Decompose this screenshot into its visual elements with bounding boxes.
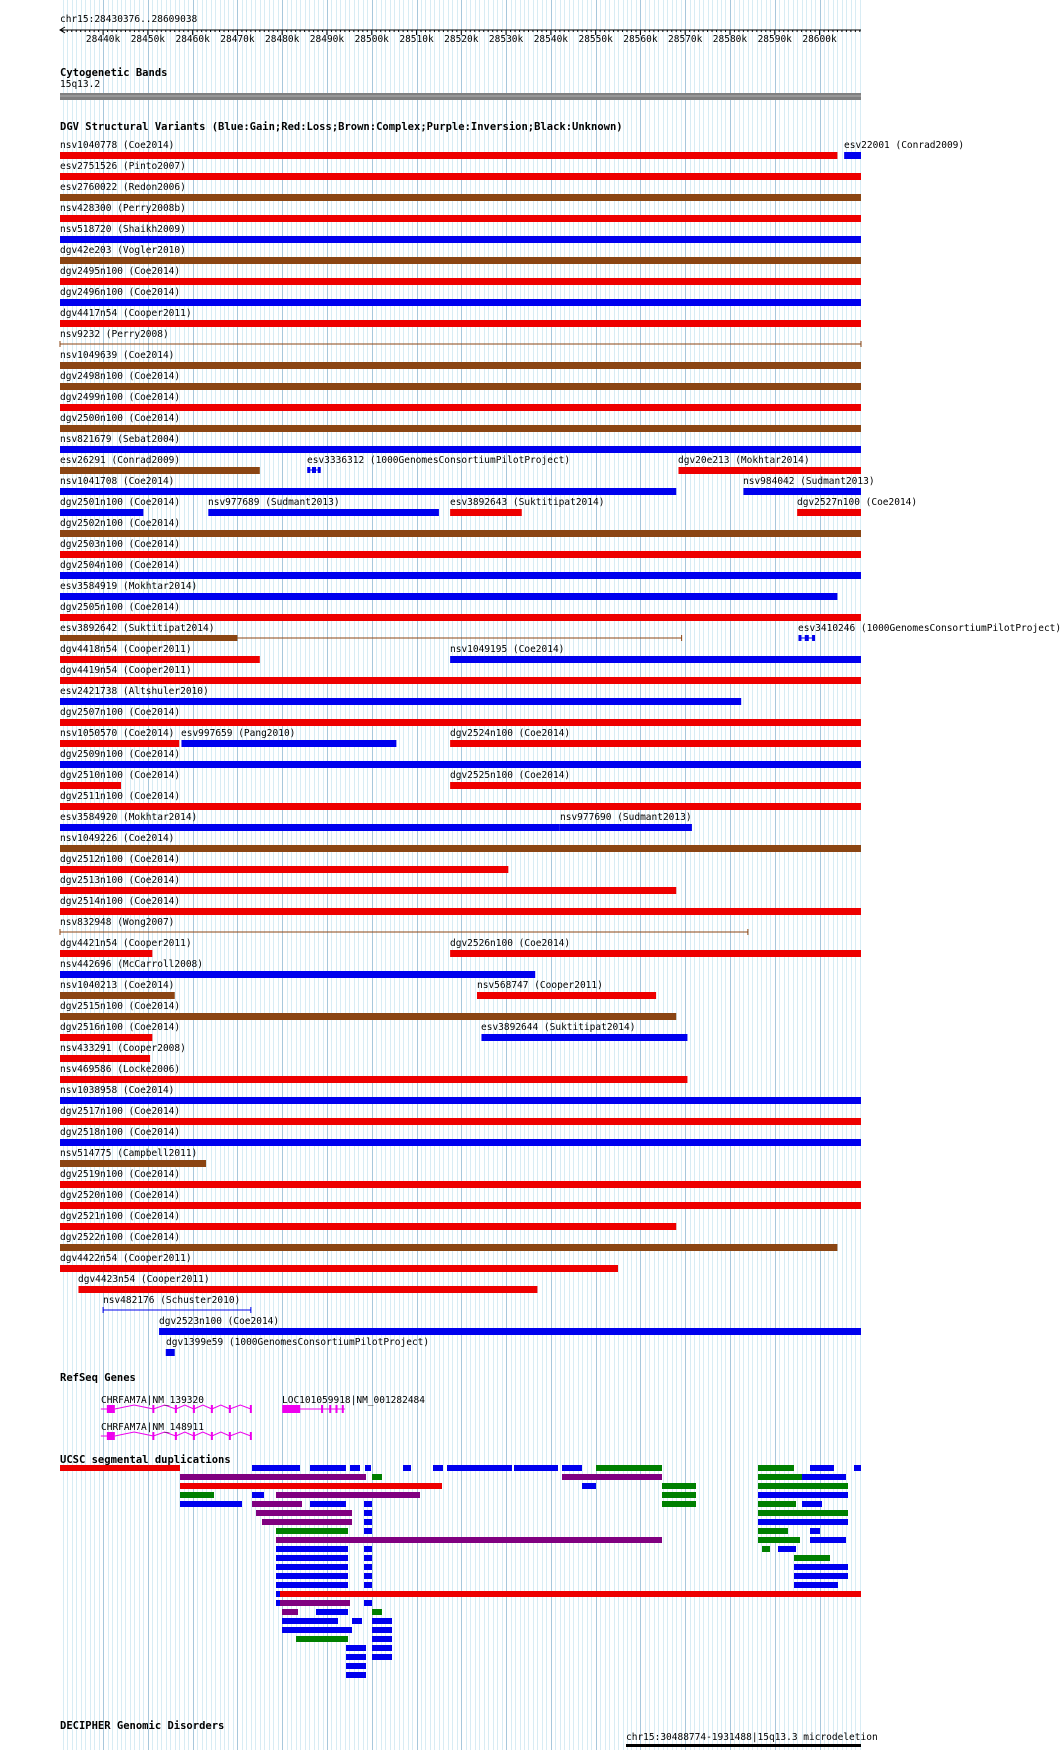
sv-bar <box>60 635 237 641</box>
ruler-tick-label: 28490k <box>309 34 345 45</box>
sv-bar <box>60 1013 676 1020</box>
sv-label[interactable]: nsv428300 (Perry2008b) <box>60 203 186 214</box>
gene-exon <box>250 1405 252 1413</box>
sv-label[interactable]: esv3584919 (Mokhtar2014) <box>60 581 198 592</box>
sv-bar <box>60 320 861 327</box>
sv-label[interactable]: nsv832948 (Wong2007) <box>60 917 175 928</box>
segdup-block <box>364 1519 372 1525</box>
segdup-track <box>60 1465 861 1678</box>
sv-bar <box>60 677 861 684</box>
ruler-tick-label: 28450k <box>130 34 166 45</box>
sv-label[interactable]: nsv984042 (Sudmant2013) <box>743 476 875 487</box>
sv-bar <box>560 824 692 831</box>
sv-bar <box>797 509 861 516</box>
sv-exon <box>805 635 809 641</box>
sv-label[interactable]: esv26291 (Conrad2009) <box>60 455 181 466</box>
sv-bar <box>60 971 535 978</box>
sv-label[interactable]: esv3336312 (1000GenomesConsortiumPilotProject) <box>307 455 571 466</box>
gene-intron <box>230 1405 251 1409</box>
segdup-block <box>514 1465 558 1471</box>
segdup-block <box>280 1600 350 1606</box>
segdup-block <box>276 1555 348 1561</box>
sv-bar <box>60 845 861 852</box>
sv-label[interactable]: dgv2510n100 (Coe2014) <box>60 770 181 781</box>
segdup-block <box>310 1501 346 1507</box>
ruler-tick-label: 28510k <box>399 34 434 45</box>
segdup-block <box>854 1465 861 1471</box>
sv-label[interactable]: dgv2498n100 (Coe2014) <box>60 371 181 382</box>
segdup-block <box>802 1501 822 1507</box>
segdup-block <box>276 1537 662 1543</box>
segdup-block <box>662 1492 696 1498</box>
sv-bar <box>60 761 861 768</box>
segdup-block <box>364 1582 372 1588</box>
sv-bar <box>60 656 260 663</box>
sv-label[interactable]: dgv2521n100 (Coe2014) <box>60 1211 181 1222</box>
sv-label[interactable]: esv22001 (Conrad2009) <box>844 140 965 151</box>
sv-bar <box>60 551 861 558</box>
sv-bar <box>208 509 439 516</box>
segdup-block <box>758 1483 848 1489</box>
ruler-tick-label: 28560k <box>623 34 658 45</box>
sv-bar <box>450 656 861 663</box>
segdup-block <box>816 1474 846 1480</box>
sv-bar <box>481 1034 687 1041</box>
sv-label[interactable]: dgv2519n100 (Coe2014) <box>60 1169 181 1180</box>
sv-bar <box>60 824 560 831</box>
gene-exon <box>321 1405 323 1413</box>
segdup-block <box>562 1465 582 1471</box>
segdup-block <box>403 1465 411 1471</box>
sv-label[interactable]: dgv20e213 (Mokhtar2014) <box>678 455 810 466</box>
segdup-block <box>180 1492 214 1498</box>
segdup-block <box>256 1510 352 1516</box>
segdup-block <box>372 1474 382 1480</box>
sv-label[interactable]: dgv2509n100 (Coe2014) <box>60 749 181 760</box>
segdup-block <box>794 1582 838 1588</box>
sv-label[interactable]: nsv1049639 (Coe2014) <box>60 350 175 361</box>
segdup-block <box>364 1600 372 1606</box>
sv-bar <box>60 530 861 537</box>
segdup-block <box>316 1609 348 1615</box>
sv-label[interactable]: dgv2512n100 (Coe2014) <box>60 854 181 865</box>
segdup-block <box>810 1537 846 1543</box>
gene-exon <box>282 1405 300 1413</box>
gene-intron <box>230 1432 251 1436</box>
decipher-track-title[interactable]: DECIPHER Genomic Disorders <box>60 1720 225 1732</box>
sv-label[interactable]: dgv2503n100 (Coe2014) <box>60 539 181 550</box>
sv-label[interactable]: dgv4418n54 (Cooper2011) <box>60 644 192 655</box>
sv-label[interactable]: nsv568747 (Cooper2011) <box>477 980 603 991</box>
dgv-track <box>60 152 861 1356</box>
sv-bar <box>60 803 861 810</box>
sv-bar <box>60 1202 861 1209</box>
position-label: chr15:28430376..28609038 <box>60 14 198 25</box>
sv-bar <box>477 992 656 999</box>
segdup-block <box>372 1636 392 1642</box>
gene-exon <box>250 1432 252 1440</box>
ruler-tick-label: 28500k <box>354 34 389 45</box>
segdup-block <box>296 1636 348 1642</box>
segdup-block <box>364 1501 372 1507</box>
sv-bar <box>60 509 143 516</box>
segdup-block <box>252 1465 300 1471</box>
sv-label[interactable]: dgv2499n100 (Coe2014) <box>60 392 181 403</box>
ruler-tick-label: 28460k <box>175 34 210 45</box>
sv-label[interactable]: nsv482176 (Schuster2010) <box>103 1295 241 1306</box>
sv-bar <box>60 257 861 264</box>
segdup-block <box>364 1555 372 1561</box>
sv-label[interactable]: dgv2516n100 (Coe2014) <box>60 1022 181 1033</box>
segdup-block <box>252 1501 302 1507</box>
sv-label[interactable]: esv3584920 (Mokhtar2014) <box>60 812 198 823</box>
segdup-block <box>778 1546 796 1552</box>
sv-bar <box>78 1286 537 1293</box>
sv-label[interactable]: dgv2515n100 (Coe2014) <box>60 1001 181 1012</box>
gene-exon <box>107 1405 115 1413</box>
segdup-block <box>346 1672 366 1678</box>
segdup-block <box>180 1501 242 1507</box>
sv-label[interactable]: dgv2525n100 (Coe2014) <box>450 770 571 781</box>
sv-label[interactable]: nsv1038958 (Coe2014) <box>60 1085 175 1096</box>
sv-bar <box>181 740 396 747</box>
segdup-block <box>562 1474 662 1480</box>
sv-label[interactable]: esv2760022 (Redon2006) <box>60 182 186 193</box>
segdup-block <box>180 1474 366 1480</box>
segdup-block <box>810 1465 834 1471</box>
segdup-block <box>372 1618 392 1624</box>
dgv-track-title[interactable]: DGV Structural Variants (Blue:Gain;Red:Loss;Brown:Complex;Purple:Inversion;Black:Unknown) <box>60 121 623 133</box>
sv-label[interactable]: nsv1040213 (Coe2014) <box>60 980 175 991</box>
sv-label[interactable]: dgv42e203 (Vogler2010) <box>60 245 186 256</box>
sv-label[interactable]: dgv2527n100 (Coe2014) <box>797 497 918 508</box>
sv-bar <box>60 572 861 579</box>
gene-label[interactable]: LOC101059918|NM_001282484 <box>282 1395 425 1406</box>
ruler-tick-label: 28470k <box>220 34 255 45</box>
segdup-block <box>276 1492 420 1498</box>
segdup-block <box>794 1573 848 1579</box>
sv-label[interactable]: dgv2502n100 (Coe2014) <box>60 518 181 529</box>
gene-intron <box>212 1432 230 1436</box>
gene-exon <box>107 1432 115 1440</box>
sv-label[interactable]: dgv2507n100 (Coe2014) <box>60 707 181 718</box>
sv-bar <box>60 1076 687 1083</box>
sv-exon <box>798 635 801 641</box>
sv-label[interactable]: esv3892642 (Suktitipat2014) <box>60 623 215 634</box>
sv-label[interactable]: dgv2522n100 (Coe2014) <box>60 1232 181 1243</box>
ruler-tick-label: 28540k <box>533 34 569 45</box>
sv-label[interactable]: dgv2514n100 (Coe2014) <box>60 896 181 907</box>
segdup-block <box>352 1618 362 1624</box>
gene-label[interactable]: CHRFAM7A|NM_148911 <box>101 1422 204 1433</box>
sv-bar <box>60 1118 861 1125</box>
sv-label[interactable]: dgv2500n100 (Coe2014) <box>60 413 181 424</box>
sv-label[interactable]: nsv514775 (Campbell2011) <box>60 1148 198 1159</box>
segdup-block <box>372 1645 392 1651</box>
sv-label[interactable]: dgv4422n54 (Cooper2011) <box>60 1253 192 1264</box>
cytoband-track-title[interactable]: Cytogenetic Bands <box>60 67 168 79</box>
sv-bar <box>450 509 522 516</box>
sv-bar <box>60 404 861 411</box>
sv-label[interactable]: dgv2501n100 (Coe2014) <box>60 497 181 508</box>
sv-bar <box>60 740 179 747</box>
sv-label[interactable]: nsv1049195 (Coe2014) <box>450 644 565 655</box>
segdup-block <box>252 1492 264 1498</box>
sv-exon <box>812 635 815 641</box>
decipher-feature-label[interactable]: chr15:30488774-1931488|15q13.3 microdeletion <box>626 1732 878 1743</box>
segdup-block <box>762 1546 770 1552</box>
sv-exon <box>307 467 310 473</box>
sv-bar <box>60 362 861 369</box>
ruler-tick-label: 28600k <box>802 34 837 45</box>
sv-bar <box>60 1223 676 1230</box>
sv-bar <box>60 299 861 306</box>
sv-bar <box>60 1055 150 1062</box>
segdup-block <box>372 1609 382 1615</box>
sv-bar <box>60 152 837 159</box>
sv-label[interactable]: nsv469586 (Locke2006) <box>60 1064 181 1075</box>
sv-label[interactable]: nsv977690 (Sudmant2013) <box>560 812 692 823</box>
segdup-block <box>758 1474 802 1480</box>
decipher-bar <box>626 1744 861 1747</box>
segdup-block <box>758 1492 848 1498</box>
sv-bar <box>450 740 861 747</box>
segdup-block <box>276 1528 348 1534</box>
sv-bar <box>60 173 861 180</box>
sv-bar <box>60 950 152 957</box>
sv-bar <box>60 425 861 432</box>
segdup-block <box>447 1465 512 1471</box>
segdup-block <box>364 1573 372 1579</box>
segdup-block <box>346 1663 366 1669</box>
segdup-block <box>282 1618 338 1624</box>
sv-label[interactable]: dgv2496n100 (Coe2014) <box>60 287 181 298</box>
sv-bar <box>60 446 861 453</box>
sv-bar <box>60 614 861 621</box>
sv-label[interactable]: dgv2520n100 (Coe2014) <box>60 1190 181 1201</box>
ruler-tick-label: 28590k <box>757 34 792 45</box>
segdup-track-title[interactable]: UCSC segmental duplications <box>60 1454 231 1466</box>
ruler-tick-label: 28570k <box>668 34 703 45</box>
sv-label[interactable]: dgv2517n100 (Coe2014) <box>60 1106 181 1117</box>
ruler-tick-label: 28580k <box>712 34 748 45</box>
ruler-tick-label: 28550k <box>578 34 613 45</box>
segdup-block <box>276 1546 348 1552</box>
sv-bar <box>60 236 861 243</box>
sv-label[interactable]: dgv2526n100 (Coe2014) <box>450 938 571 949</box>
segdup-block <box>582 1483 596 1489</box>
sv-label[interactable]: dgv4421n54 (Cooper2011) <box>60 938 192 949</box>
ruler-tick-label: 28530k <box>488 34 524 45</box>
segdup-block <box>662 1501 696 1507</box>
decipher-track <box>626 1744 861 1747</box>
segdup-block <box>364 1546 372 1552</box>
sv-label[interactable]: esv997659 (Pang2010) <box>181 728 296 739</box>
sv-label[interactable]: esv2421738 (Altshuler2010) <box>60 686 209 697</box>
sv-label[interactable]: esv3410246 (1000GenomesConsortiumPilotProject) <box>798 623 1061 634</box>
sv-label[interactable]: nsv977689 (Sudmant2013) <box>208 497 340 508</box>
ruler-tick-label: 28480k <box>265 34 300 45</box>
sv-label[interactable]: nsv821679 (Sebat2004) <box>60 434 181 445</box>
sv-bar <box>60 992 175 999</box>
segdup-block <box>758 1501 796 1507</box>
segdup-block <box>758 1537 800 1543</box>
segdup-block <box>758 1519 848 1525</box>
sv-bar <box>60 383 861 390</box>
sv-label[interactable]: dgv4419n54 (Cooper2011) <box>60 665 192 676</box>
sv-bar <box>60 467 260 474</box>
sv-bar <box>60 908 861 915</box>
gene-intron <box>212 1405 230 1409</box>
sv-bar <box>166 1349 175 1356</box>
sv-bar <box>60 887 676 894</box>
segdup-block <box>180 1483 442 1489</box>
sv-bar <box>60 1139 861 1146</box>
segdup-block <box>372 1654 392 1660</box>
segdup-block <box>276 1582 348 1588</box>
sv-label[interactable]: nsv1041708 (Coe2014) <box>60 476 175 487</box>
sv-bar <box>159 1328 861 1335</box>
sv-bar <box>60 194 861 201</box>
sv-bar <box>743 488 861 495</box>
sv-label[interactable]: dgv2505n100 (Coe2014) <box>60 602 181 613</box>
cytoband-label: 15q13.2 <box>60 79 101 90</box>
sv-label[interactable]: esv3892643 (Suktitipat2014) <box>450 497 605 508</box>
gene-exon <box>335 1405 337 1413</box>
sv-bar <box>60 488 676 495</box>
ruler-tick-label: 28440k <box>85 34 121 45</box>
segdup-block <box>364 1510 372 1516</box>
sv-label[interactable]: esv3892644 (Suktitipat2014) <box>481 1022 636 1033</box>
segdup-block <box>758 1465 794 1471</box>
segdup-block <box>758 1528 788 1534</box>
sv-bar <box>60 278 861 285</box>
segdup-block <box>310 1465 346 1471</box>
sv-bar <box>60 1034 152 1041</box>
sv-label[interactable]: dgv2504n100 (Coe2014) <box>60 560 181 571</box>
sv-label[interactable]: nsv433291 (Cooper2008) <box>60 1043 186 1054</box>
segdup-block <box>282 1627 352 1633</box>
segdup-block <box>662 1483 696 1489</box>
gene-label[interactable]: CHRFAM7A|NM_139320 <box>101 1395 204 1406</box>
refseq-track-title[interactable]: RefSeq Genes <box>60 1372 136 1384</box>
sv-label[interactable]: dgv4423n54 (Cooper2011) <box>78 1274 210 1285</box>
sv-bar <box>60 866 508 873</box>
sv-bar <box>450 782 861 789</box>
segdup-block <box>282 1609 298 1615</box>
sv-bar <box>450 950 861 957</box>
sv-bar <box>844 152 861 159</box>
sv-bar <box>60 782 121 789</box>
segdup-block <box>276 1573 348 1579</box>
sv-label[interactable]: esv2751526 (Pinto2007) <box>60 161 186 172</box>
sv-label[interactable]: dgv2523n100 (Coe2014) <box>159 1316 280 1327</box>
segdup-block <box>758 1510 848 1516</box>
sv-bar <box>60 215 861 222</box>
sv-label[interactable]: dgv2495n100 (Coe2014) <box>60 266 181 277</box>
segdup-block <box>433 1465 443 1471</box>
segdup-block <box>350 1465 360 1471</box>
sv-bar <box>60 1265 618 1272</box>
sv-label[interactable]: nsv1050570 (Coe2014) <box>60 728 175 739</box>
sv-label[interactable]: dgv2513n100 (Coe2014) <box>60 875 181 886</box>
segdup-block <box>596 1465 662 1471</box>
sv-label[interactable]: dgv2518n100 (Coe2014) <box>60 1127 181 1138</box>
sv-label[interactable]: nsv1049226 (Coe2014) <box>60 833 175 844</box>
sv-bar <box>678 467 861 474</box>
segdup-block <box>794 1555 830 1561</box>
sv-label[interactable]: nsv518720 (Shaikh2009) <box>60 224 186 235</box>
segdup-block <box>364 1528 372 1534</box>
sv-label[interactable]: nsv9232 (Perry2008) <box>60 329 169 340</box>
sv-bar <box>60 1244 837 1251</box>
sv-label[interactable]: dgv4417n54 (Cooper2011) <box>60 308 192 319</box>
sv-bar <box>60 1097 861 1104</box>
segdup-block <box>794 1564 848 1570</box>
segdup-block <box>276 1564 348 1570</box>
sv-label[interactable]: nsv442696 (McCarroll2008) <box>60 959 203 970</box>
gene-exon <box>329 1405 331 1413</box>
cytoband-track <box>60 93 861 100</box>
segdup-block <box>346 1645 366 1651</box>
gene-exon <box>342 1405 344 1413</box>
sv-bar <box>60 593 837 600</box>
segdup-block <box>280 1591 861 1597</box>
sv-exon <box>318 467 321 473</box>
sv-label[interactable]: dgv1399e59 (1000GenomesConsortiumPilotProject) <box>166 1337 430 1348</box>
sv-label[interactable]: dgv2511n100 (Coe2014) <box>60 791 181 802</box>
sv-bar <box>60 1181 861 1188</box>
segdup-block <box>262 1519 352 1525</box>
sv-exon <box>312 467 316 473</box>
segdup-block <box>372 1627 392 1633</box>
sv-bar <box>60 698 741 705</box>
sv-bar <box>60 1160 206 1167</box>
sv-bar <box>60 719 861 726</box>
segdup-block <box>810 1528 820 1534</box>
segdup-block <box>364 1564 372 1570</box>
segdup-block <box>365 1465 371 1471</box>
segdup-block <box>346 1654 366 1660</box>
sv-label[interactable]: dgv2524n100 (Coe2014) <box>450 728 571 739</box>
sv-label[interactable]: nsv1040778 (Coe2014) <box>60 140 175 151</box>
ruler-tick-label: 28520k <box>444 34 479 45</box>
